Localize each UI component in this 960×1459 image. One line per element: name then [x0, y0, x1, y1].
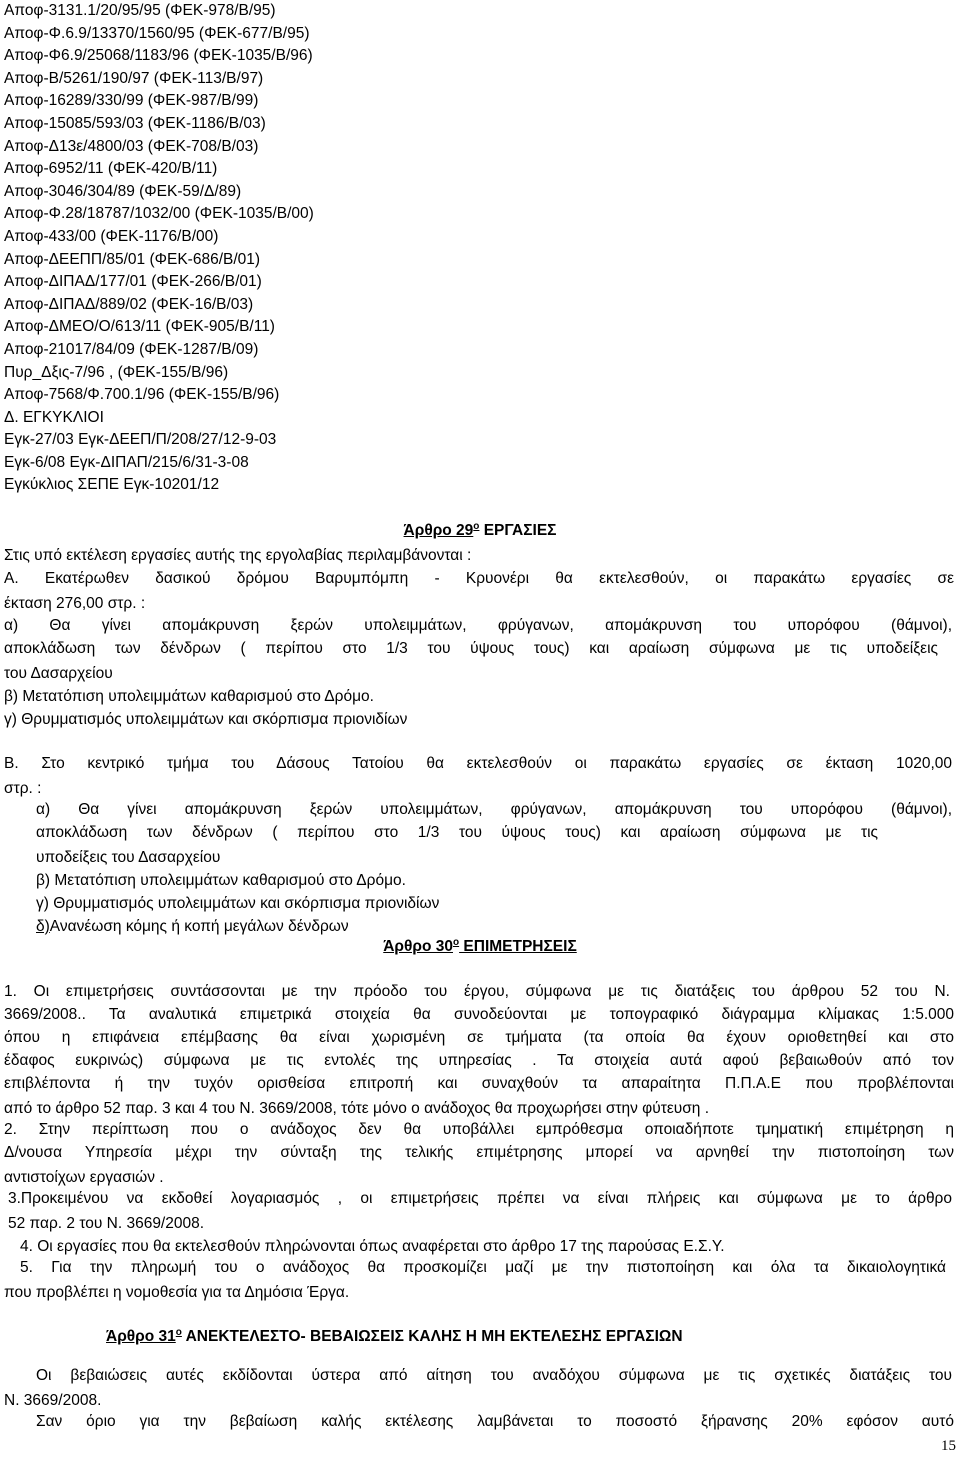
section-b-line: Β. Στο κεντρικό τμήμα του Δάσους Τατοίου θα εκτελεσθούν οι παρακάτω εργασίες σε έκταση 1020,00 — [4, 755, 952, 772]
reference-item: Αποφ-6952/11 (ΦΕΚ-420/Β/11) — [4, 160, 218, 178]
section-b-item-b: β) Μετατόπιση υπολειμμάτων καθαρισμού στο Δρόμο. — [36, 872, 406, 889]
article-29-number: Άρθρο 29 — [403, 522, 474, 540]
article-31-p1-line: Ν. 3669/2008. — [4, 1392, 102, 1409]
article-31-p2: Σαν όριο για την βεβαίωση καλής εκτέλεσης λαμβάνεται το ποσοστό ξήρανσης 20% εφόσον αυτό — [36, 1413, 954, 1430]
section-b-line: στρ. : — [4, 780, 42, 797]
section-a-line: έκταση 276,00 στρ. : — [4, 595, 146, 612]
article-30-p1-line: 3669/2008.. Τα αναλυτικά επιμετρικά στοιχεία θα συνοδεύονται με τοπογραφικό διάγραμμα κλίμακας 1:5.000 — [4, 1006, 954, 1023]
article-31-heading — [106, 1322, 683, 1348]
reference-item: Πυρ_Δξις-7/96 , (ΦΕΚ-155/Β/96) — [4, 363, 229, 381]
section-b-item-a: α) Θα γίνει απομάκρυνση ξερών υπολειμμάτων, φρύγανων, απομάκρυνση του υπορόφου (θάμνοι), — [36, 801, 952, 818]
article-31-number: Άρθρο 31 — [106, 1328, 176, 1346]
article-30-p2-line: 2. Στην περίπτωση που ο ανάδοχος δεν θα υποβάλλει εμπρόθεσμα οποιαδήποτε τμηματική επιμέτρηση η — [4, 1121, 954, 1138]
section-b-item-a: υποδείξεις του Δασαρχείου — [36, 849, 221, 866]
section-b-item-d-prefix: δ) — [36, 918, 50, 935]
reference-item: Εγκύκλιος ΣΕΠΕ Εγκ-10201/12 — [4, 476, 220, 494]
article-31-p1-line: Οι βεβαιώσεις αυτές εκδίδονται ύστερα από αίτηση του αναδόχου σύμφωνα με τις σχετικές διατάξεις του — [36, 1367, 952, 1384]
article-31-title: ΑΝΕΚΤΕΛΕΣΤΟ- ΒΕΒΑΙΩΣΕΙΣ ΚΑΛΗΣ Η ΜΗ ΕΚΤΕΛΕΣΗΣ ΕΡΓΑΣΙΩΝ — [181, 1328, 683, 1346]
section-b-item-d — [36, 916, 349, 938]
reference-item: Αποφ-15085/593/03 (ΦΕΚ-1186/Β/03) — [4, 114, 266, 132]
reference-item: Αποφ-ΔΙΠΑΔ/177/01 (ΦΕΚ-266/Β/01) — [4, 273, 262, 291]
article-30-heading — [0, 937, 960, 956]
article-30-p1-line: 1. Οι επιμετρήσεις συντάσσονται με την πρόοδο του έργου, σύμφωνα με τις διατάξεις του άρθρου 52 του Ν. — [4, 983, 950, 1000]
references-list — [4, 0, 944, 497]
reference-item: Αποφ-Φ6.9/25068/1183/96 (ΦΕΚ-1035/Β/96) — [4, 47, 313, 65]
reference-item: Αποφ-Φ.28/18787/1032/00 (ΦΕΚ-1035/Β/00) — [4, 205, 314, 223]
reference-item: Αποφ-3131.1/20/95/95 (ΦΕΚ-978/Β/95) — [4, 2, 276, 19]
reference-item: Αποφ-Φ.6.9/13370/1560/95 (ΦΕΚ-677/Β/95) — [4, 24, 310, 42]
section-b-item-a: αποκλάδωση των δένδρων ( περίπου στο 1/3 του ύψους τους) και αραίωση σύμφωνα με τις — [36, 824, 878, 841]
article-29-sup: ο — [473, 521, 480, 532]
reference-item: Εγκ-6/08 Εγκ-ΔΙΠΑΠ/215/6/31-3-08 — [4, 453, 249, 471]
article-30-number: Άρθρο 30 — [383, 938, 453, 956]
article-30-p2-line: Δ/νουσα Υπηρεσία μέχρι την σύνταξη της τελικής επιμέτρησης μπορεί να αρνηθεί την πιστοποίηση των — [4, 1144, 954, 1161]
reference-item: Αποφ-21017/84/09 (ΦΕΚ-1287/Β/09) — [4, 340, 259, 358]
page-number: 15 — [941, 1438, 956, 1454]
reference-item: Αποφ-ΔΙΠΑΔ/889/02 (ΦΕΚ-16/Β/03) — [4, 295, 254, 313]
article-30-p5-line: που προβλέπει η νομοθεσία για τα Δημόσια Έργα. — [4, 1284, 350, 1301]
reference-item: Αποφ-ΔΕΕΠΠ/85/01 (ΦΕΚ-686/Β/01) — [4, 250, 261, 268]
reference-item: Αποφ-Δ13ε/4800/03 (ΦΕΚ-708/Β/03) — [4, 137, 259, 155]
section-a-item-b: β) Μετατόπιση υπολειμμάτων καθαρισμού στο Δρόμο. — [4, 688, 374, 705]
article-30-p1-line: έδαφος ευκρινώς) σύμφωνα με τις εντολές της υπηρεσίας . Τα στοιχεία αυτά αφού βεβαιωθούν από τον — [4, 1052, 954, 1069]
article-30-p5-line: 5. Για την πληρωμή του ο ανάδοχος θα προσκομίζει μαζί με την πιστοποίηση και όλα τα δικαιολογητικά — [20, 1259, 946, 1276]
section-a-item-a: αποκλάδωση των δένδρων ( περίπου στο 1/3 του ύψους τους) και αραίωση σύμφωνα με τις υποδείξεις — [4, 640, 938, 657]
reference-item: Εγκ-27/03 Εγκ-ΔΕΕΠ/Π/208/27/12-9-03 — [4, 431, 277, 449]
reference-item: Αποφ-3046/304/89 (ΦΕΚ-59/Δ/89) — [4, 182, 242, 200]
section-b-item-c: γ) Θρυμματισμός υπολειμμάτων και σκόρπισμα πριονιδίων — [36, 895, 440, 912]
article-30-p2-line: αντιστοίχων εργασιών . — [4, 1169, 164, 1186]
article-31-sup: ο — [175, 1327, 182, 1338]
article-30-p4: 4. Οι εργασίες που θα εκτελεσθούν πληρώνονται όπως αναφέρεται στο άρθρο 17 της παρούσας Ε.Σ.Υ. — [20, 1238, 725, 1255]
section-a-item-c: γ) Θρυμματισμός υπολειμμάτων και σκόρπισμα πριονιδίων — [4, 711, 408, 728]
section-a-item-a: του Δασαρχείου — [4, 665, 113, 682]
section-b-item-d-text: Ανανέωση κόμης ή κοπή μεγάλων δένδρων — [49, 918, 349, 935]
article-30-p3-line: 3.Προκειμένου να εκδοθεί λογαριασμός , οι επιμετρήσεις πρέπει να είναι πλήρεις και σύμφωνα με το άρθρο — [8, 1190, 952, 1207]
reference-item: Αποφ-16289/330/99 (ΦΕΚ-987/Β/99) — [4, 92, 259, 110]
reference-item: Αποφ-7568/Φ.700.1/96 (ΦΕΚ-155/Β/96) — [4, 386, 280, 404]
reference-item: Δ. ΕΓΚΥΚΛΙΟΙ — [4, 408, 104, 426]
article-30-p3-line: 52 παρ. 2 του Ν. 3669/2008. — [8, 1215, 205, 1232]
article-30-p1-line: επιβλέποντα ή την τυχόν ορισθείσα επιτροπή και συναχθούν τα απαραίτητα Π.Π.Α.Ε που προβλέπονται — [4, 1075, 954, 1092]
article-30-p1-line: όπου η επιφάνεια επέμβασης θα είναι χωρισμένη σε τμήματα (τα οποία θα έχουν οριοθετηθεί και στο — [4, 1029, 954, 1046]
article-29-heading — [0, 521, 960, 540]
article-30-p1-line: από το άρθρο 52 παρ. 3 και 4 του Ν. 3669/2008, τότε μόνο ο ανάδοχος θα προχωρήσει στην φύτευση . — [4, 1100, 710, 1117]
article-30-title: ΕΠΙΜΕΤΡΗΣΕΙΣ — [459, 938, 577, 956]
reference-item: Αποφ-433/00 (ΦΕΚ-1176/Β/00) — [4, 227, 219, 245]
reference-item: Αποφ-ΔΜΕΟ/Ο/613/11 (ΦΕΚ-905/Β/11) — [4, 318, 275, 336]
article-29-title: ΕΡΓΑΣΙΕΣ — [479, 522, 557, 540]
article-30-sup: ο — [453, 937, 460, 948]
article-29-intro: Στις υπό εκτέλεση εργασίες αυτής της εργολαβίας περιλαμβάνονται : — [4, 547, 472, 564]
reference-item: Αποφ-Β/5261/190/97 (ΦΕΚ-113/Β/97) — [4, 69, 264, 87]
section-a-line: Α. Εκατέρωθεν δασικού δρόμου Βαρυμπόμπη - Κρυονέρι θα εκτελεσθούν, οι παρακάτω εργασίες σε — [4, 570, 954, 587]
section-a-item-a: α) Θα γίνει απομάκρυνση ξερών υπολειμμάτων, φρύγανων, απομάκρυνση του υπορόφου (θάμνοι), — [4, 617, 952, 634]
